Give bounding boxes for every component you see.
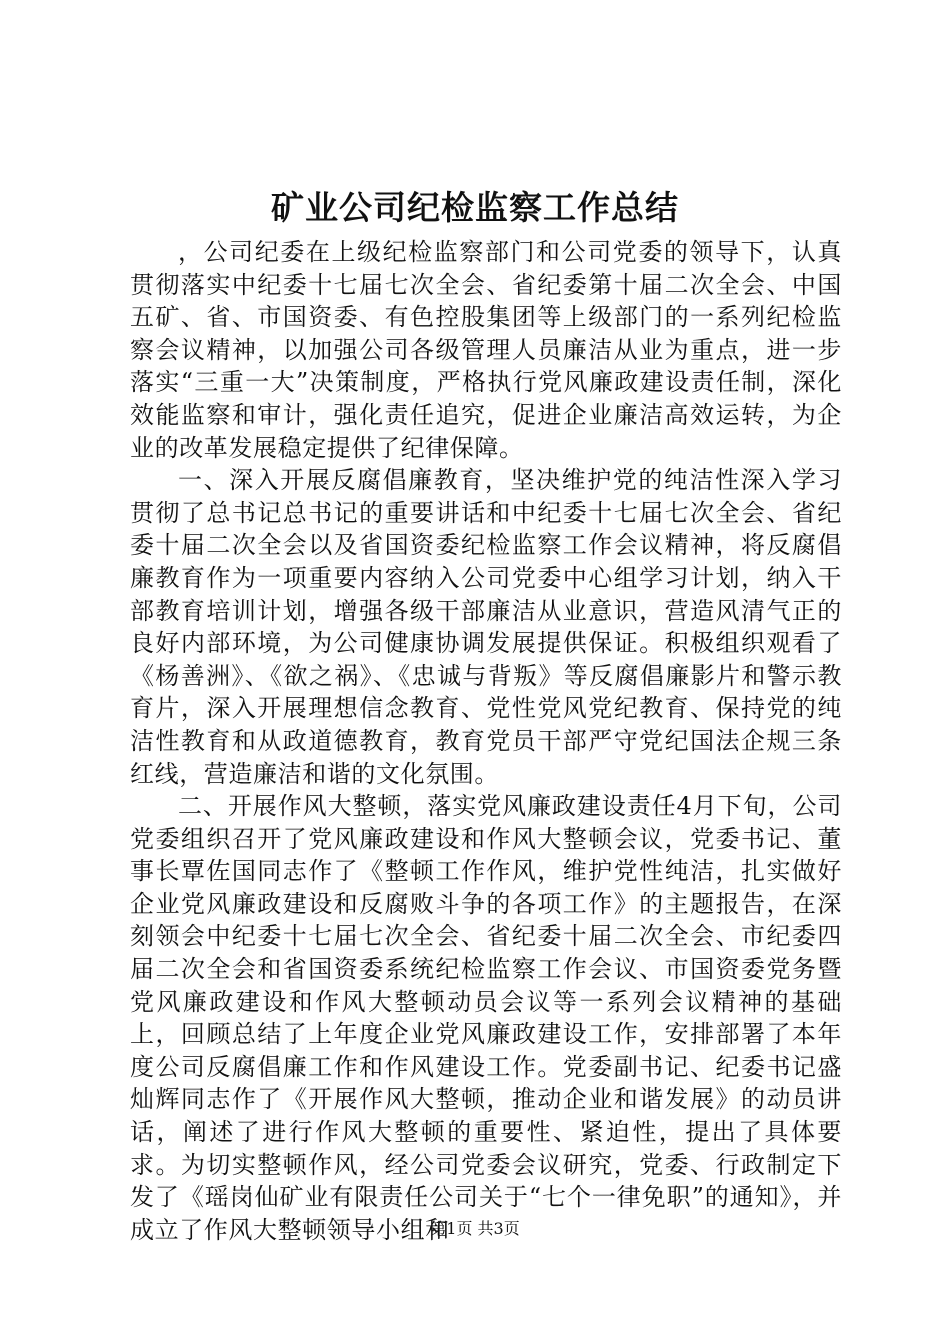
page-number-footer: 第1页 共3页 (430, 1219, 520, 1238)
paragraph-section-1: 一、深入开展反腐倡廉教育，坚决维护党的纯洁性深入学习贯彻了总书记总书记的重要讲话和中纪委十七届七次全会、省纪委十届二次全会以及省国资委纪检监察工作会议精神，将反腐倡廉教育作为一项重要内容纳入公司党委中心组学习计划，纳入干部教育培训计划，增强各级干部廉洁从业意识，营造风清气正的良好内部环境，为公司健康协调发展提供保证。积极组织观看了《杨善洲》、《欲之祸》、《忠诚与背叛》等反腐倡廉影片和警示教育片，深入开展理想信念教育、党性党风党纪教育、保持党的纯洁性教育和从政道德教育，教育党员干部严守党纪国法企规三条红线，营造廉洁和谐的文化氛围。 (130, 466, 842, 788)
document-body (130, 236, 842, 1246)
paragraph-intro: ，公司纪委在上级纪检监察部门和公司党委的领导下，认真贯彻落实中纪委十七届七次全会、省纪委第十届二次全会、中国五矿、省、市国资委、有色控股集团等上级部门的一系列纪检监察会议精神，以加强公司各级管理人员廉洁从业为重点，进一步落实“三重一大”决策制度，严格执行党风廉政建设责任制，深化效能监察和审计，强化责任追究，促进企业廉洁高效运转，为企业的改革发展稳定提供了纪律保障。 (130, 238, 842, 462)
paragraph-section-2: 二、开展作风大整顿，落实党风廉政建设责任4月下旬，公司党委组织召开了党风廉政建设和作风大整顿会议，党委书记、董事长覃佐国同志作了《整顿工作作风，维护党性纯洁，扎实做好企业党风廉政建设和反腐败斗争的各项工作》的主题报告，在深刻领会中纪委十七届七次全会、省纪委十届二次全会、市纪委四届二次全会和省国资委系统纪检监察工作会议、市国资委党务暨党风廉政建设和作风大整顿动员会议等一系列会议精神的基础上，回顾总结了上年度企业党风廉政建设工作，安排部署了本年度公司反腐倡廉工作和作风建设工作。党委副书记、纪委书记盛灿辉同志作了《开展作风大整顿，推动企业和谐发展》的动员讲话，阐述了进行作风大整顿的重要性、紧迫性，提出了具体要求。为切实整顿作风，经公司党委会议研究，党委、行政制定下发了《瑶岗仙矿业有限责任公司关于“七个一律免职”的通知》，并成立了作风大整顿领导小组和 (130, 792, 842, 1244)
document-title: 矿业公司纪检监察工作总结 (271, 188, 679, 227)
